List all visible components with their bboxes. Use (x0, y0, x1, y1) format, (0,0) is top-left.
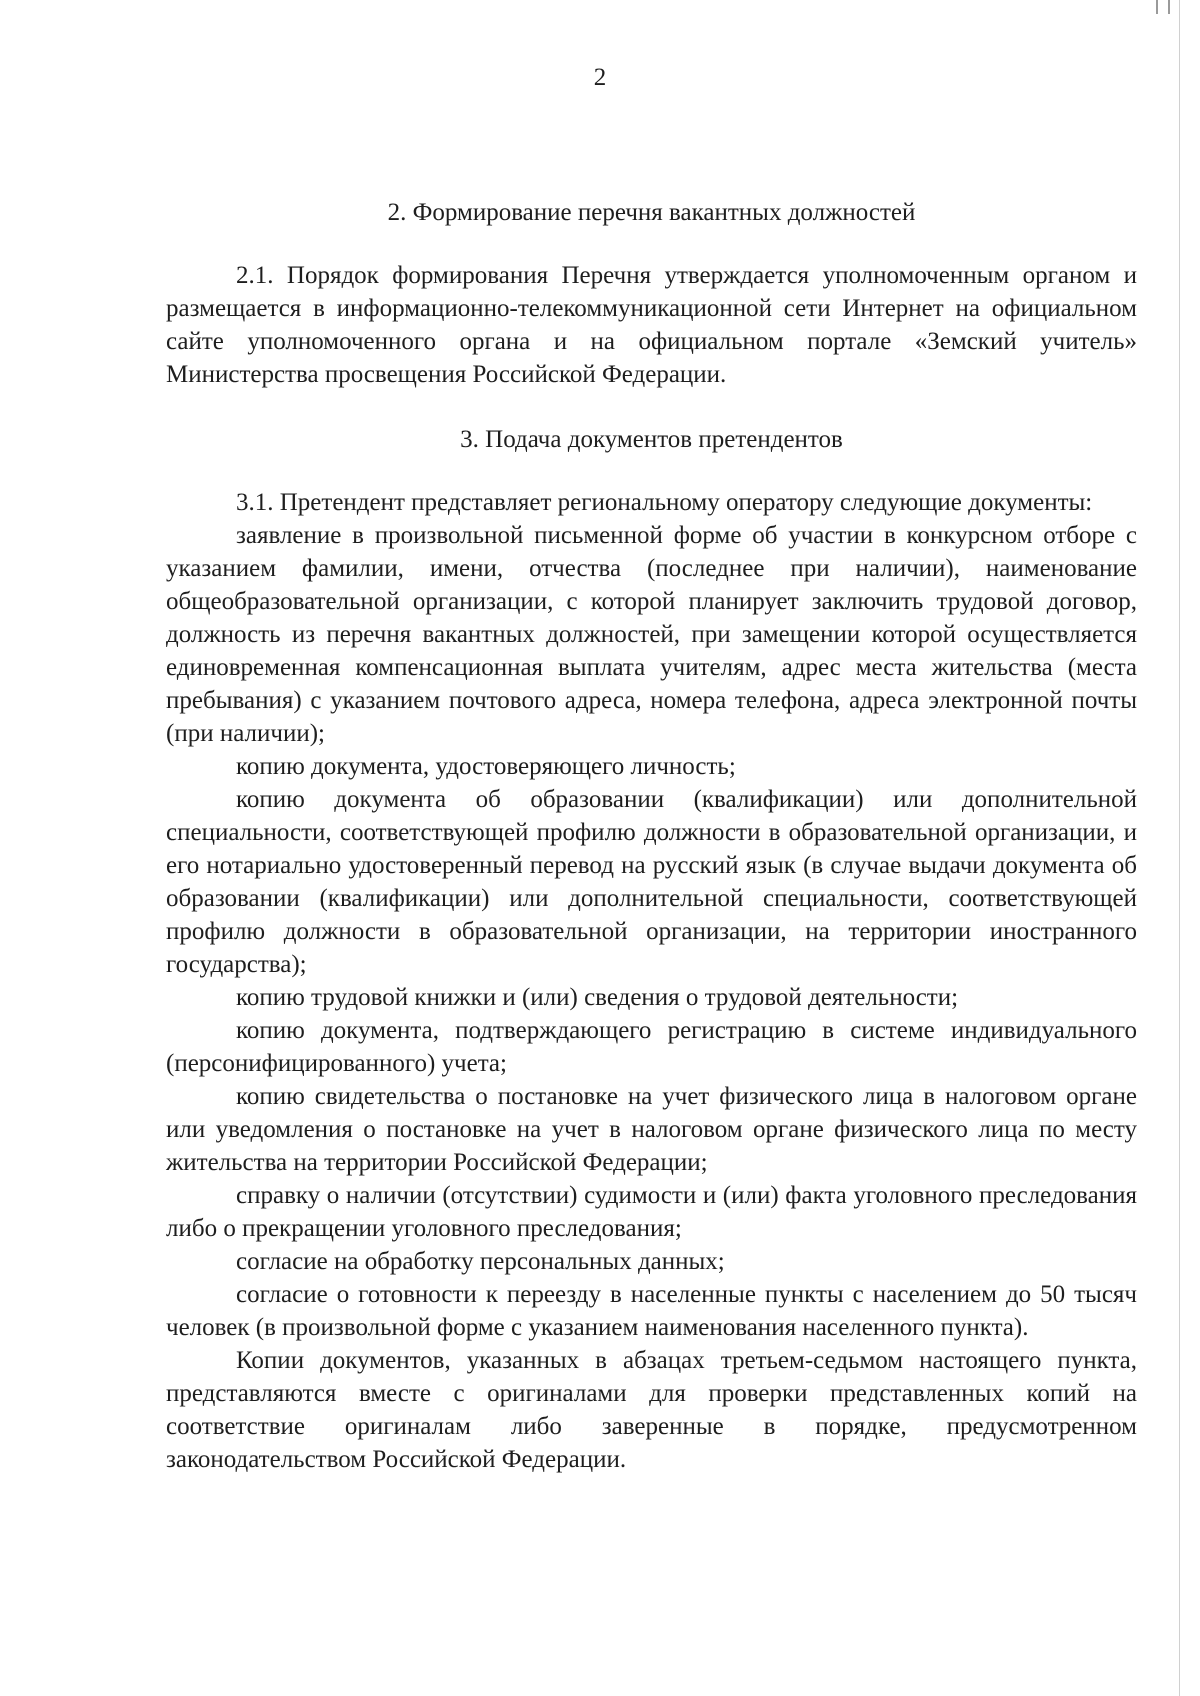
section-heading: 3. Подача документов претендентов (460, 426, 843, 453)
section-heading: 2. Формирование перечня вакантных должностей (387, 199, 916, 226)
paragraph: согласие о готовности к переезду в населенные пункты с населением до 50 тысяч человек (в произвольной форме с указанием наименования населенного пункта). (166, 1281, 1137, 1341)
scan-corner-mark (1156, 0, 1158, 14)
scan-edge-line (1179, 0, 1180, 1696)
paragraph: 2.1. Порядок формирования Перечня утверждается уполномоченным органом и размещается в информационно-телекоммуникационной сети Интернет на официальном сайте уполномоченного органа и на официальном портале «Земский учитель» Министерства просвещения Российской Федерации. (166, 262, 1137, 388)
paragraph: 3.1. Претендент представляет региональному оператору следующие документы: (236, 489, 1093, 516)
paragraph: копию документа, удостоверяющего личность; (236, 753, 736, 780)
paragraph: Копии документов, указанных в абзацах третьем-седьмом настоящего пункта, представляются вместе с оригиналами для проверки представленных копий на соответствие оригиналам либо заверенные в порядке, предусмотренном законодательством Российской Федерации. (166, 1347, 1137, 1473)
paragraph: согласие на обработку персональных данных; (236, 1248, 725, 1275)
scan-corner-mark (1168, 0, 1170, 14)
paragraph: копию трудовой книжки и (или) сведения о трудовой деятельности; (236, 984, 959, 1011)
paragraph: справку о наличии (отсутствии) судимости и (или) факта уголовного преследования либо о прекращении уголовного преследования; (166, 1182, 1137, 1242)
page-number: 2 (593, 64, 607, 91)
paragraph: копию документа об образовании (квалификации) или дополнительной специальности, соответствующей профилю должности в образовательной организации, и его нотариально удостоверенный перевод на русский язык (в случае выдачи документа об образовании (квалификации) или дополнительной специальности, соответствующей профилю должности в образовательной организации, на территории иностранного государства); (166, 786, 1137, 978)
paragraph: копию документа, подтверждающего регистрацию в системе индивидуального (персонифицированного) учета; (166, 1017, 1137, 1077)
paragraph: заявление в произвольной письменной форме об участии в конкурсном отборе с указанием фамилии, имени, отчества (последнее при наличии), наименование общеобразовательной организации, с которой планирует заключить трудовой договор, должность из перечня вакантных должностей, при замещении которой осуществляется единовременная компенсационная выплата учителям, адрес места жительства (места пребывания) с указанием почтового адреса, номера телефона, адреса электронной почты (при наличии); (166, 522, 1137, 747)
paragraph: копию свидетельства о постановке на учет физического лица в налоговом органе или уведомления о постановке на учет в налоговом органе физического лица по месту жительства на территории Российской Федерации; (166, 1083, 1137, 1176)
document-body (166, 196, 1137, 1476)
